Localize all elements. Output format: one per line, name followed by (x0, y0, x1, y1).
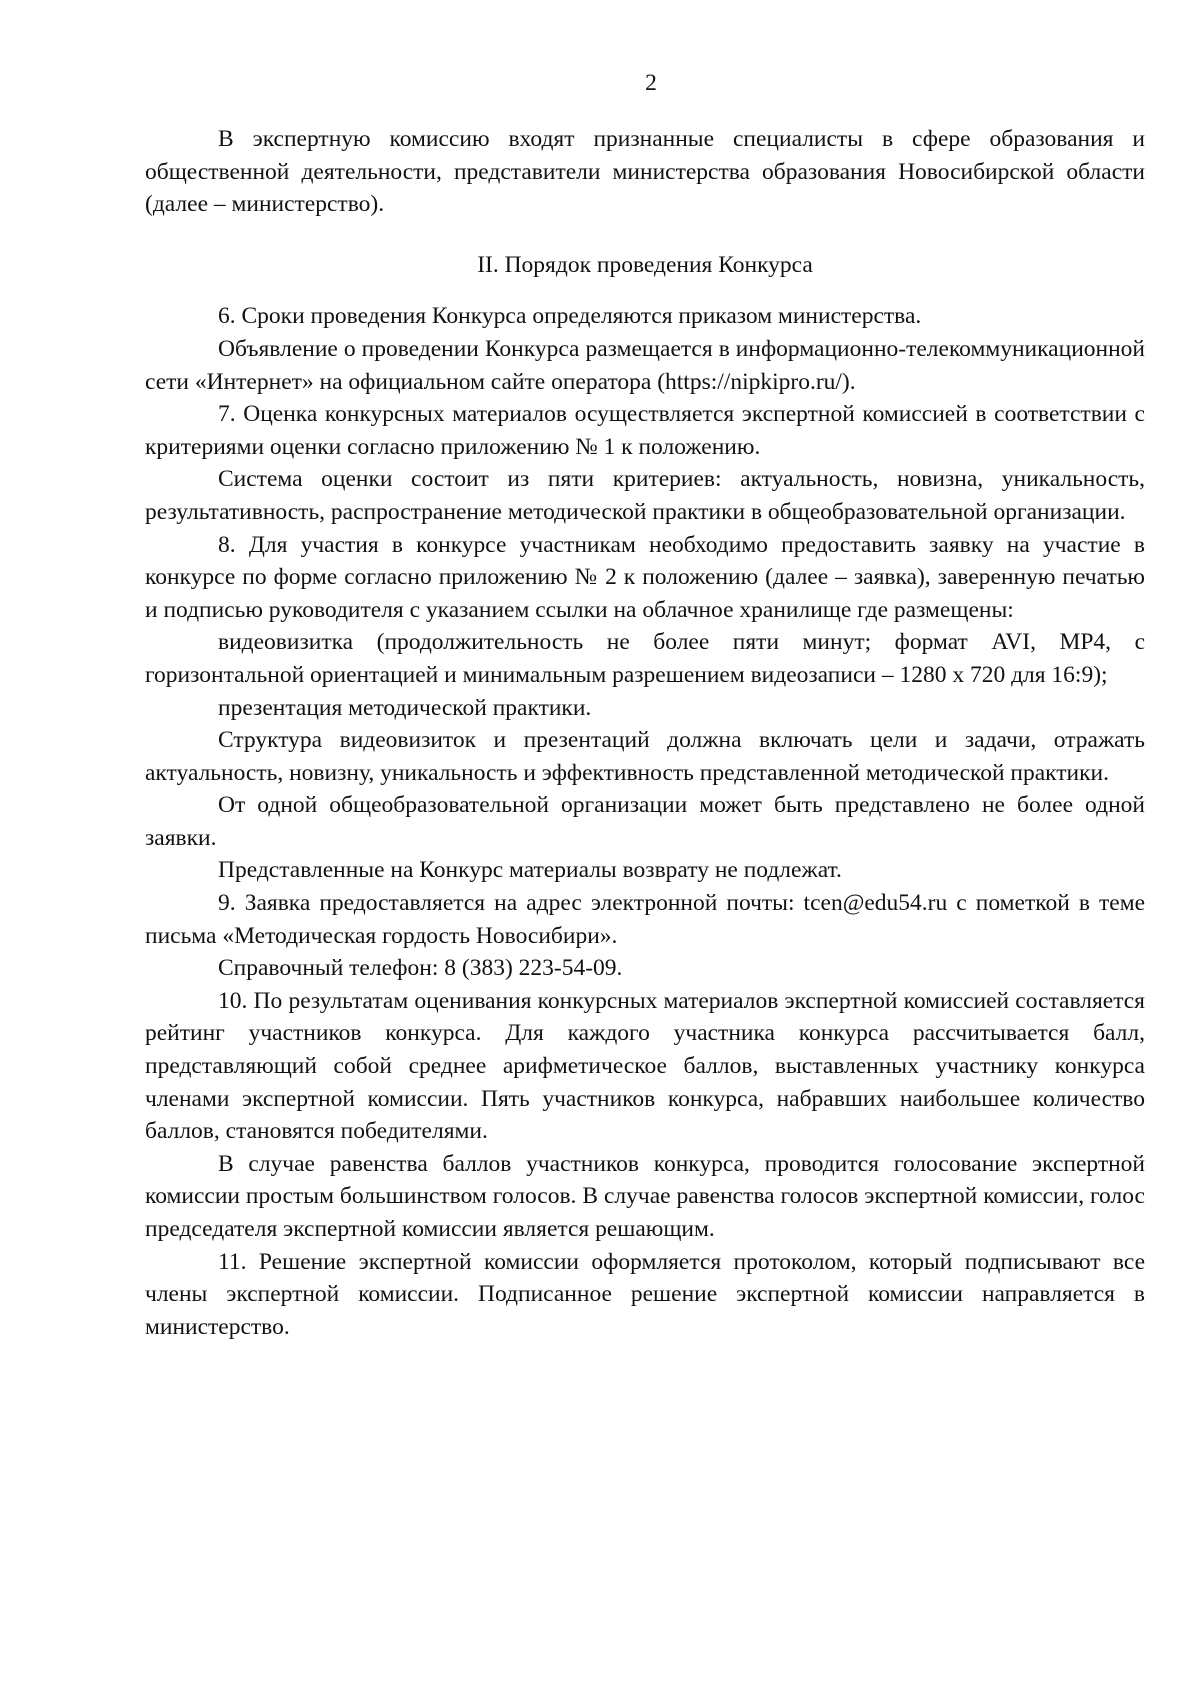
intro-paragraph: В экспертную комиссию входят признанные специалисты в сфере образования и общественной деятельности, представители министерства образования Новосибирской области (далее – министерство). (145, 126, 1145, 218)
paragraph-criteria: Система оценки состоит из пяти критериев: актуальность, новизна, уникальность, результативность, распространение методической практики в общеобразовательной организации. (145, 466, 1145, 525)
paragraph-8-application: 8. Для участия в конкурсе участникам необходимо предоставить заявку на участие в конкурсе по форме согласно приложению № 2 к положению (далее – заявка), заверенную печатью и подписью руководителя с указанием ссылки на облачное хранилище где размещены: (145, 531, 1145, 623)
paragraph-11-decision: 11. Решение экспертной комиссии оформляется протоколом, который подписывают все члены экспертной комиссии. Подписанное решение экспертной комиссии направляется в министерство. (145, 1248, 1145, 1340)
paragraph-video-card: видеовизитка (продолжительность не более пяти минут; формат AVI, MP4, с горизонтальной ориентацией и минимальным разрешением видеозаписи – 1280 х 720 для 16:9); (145, 629, 1145, 688)
paragraph-one-application: От одной общеобразовательной организации может быть представлено не более одной заявки. (145, 792, 1145, 851)
paragraph-9-email: 9. Заявка предоставляется на адрес электронной почты: tcen@edu54.ru с пометкой в теме письма «Методическая гордость Новосибири». (145, 890, 1145, 949)
paragraph-no-return: Представленные на Конкурс материалы возврату не подлежат. (218, 857, 842, 884)
paragraph-6-deadlines: 6. Сроки проведения Конкурса определяются приказом министерства. (218, 303, 922, 330)
paragraph-presentation: презентация методической практики. (218, 694, 592, 721)
section-heading: II. Порядок проведения Конкурса (477, 251, 813, 278)
paragraph-announcement: Объявление о проведении Конкурса размещается в информационно-телекоммуникационной сети «Интернет» на официальном сайте оператора (https://nipkipro.ru/). (145, 335, 1145, 395)
paragraph-structure: Структура видеовизиток и презентаций должна включать цели и задачи, отражать актуальность, новизну, уникальность и эффективность представленной методической практики. (145, 727, 1145, 786)
paragraph-7-evaluation: 7. Оценка конкурсных материалов осуществляется экспертной комиссией в соответствии с критериями оценки согласно приложению № 1 к положению. (145, 401, 1145, 460)
document-page (145, 66, 1145, 1343)
paragraph-phone: Справочный телефон: 8 (383) 223-54-09. (218, 955, 623, 982)
paragraph-tie-vote: В случае равенства баллов участников конкурса, проводится голосование экспертной комиссии простым большинством голосов. В случае равенства голосов экспертной комиссии, голос председателя экспертной комиссии является решающим. (145, 1150, 1145, 1242)
paragraph-10-rating: 10. По результатам оценивания конкурсных материалов экспертной комиссией составляется рейтинг участников конкурса. Для каждого участника конкурса рассчитывается балл, представляющий собой среднее арифметическое баллов, выставленных участнику конкурса членами экспертной комиссии. Пять участников конкурса, набравших наибольшее количество баллов, становятся победителями. (145, 987, 1145, 1145)
page-number: 2 (645, 70, 657, 96)
